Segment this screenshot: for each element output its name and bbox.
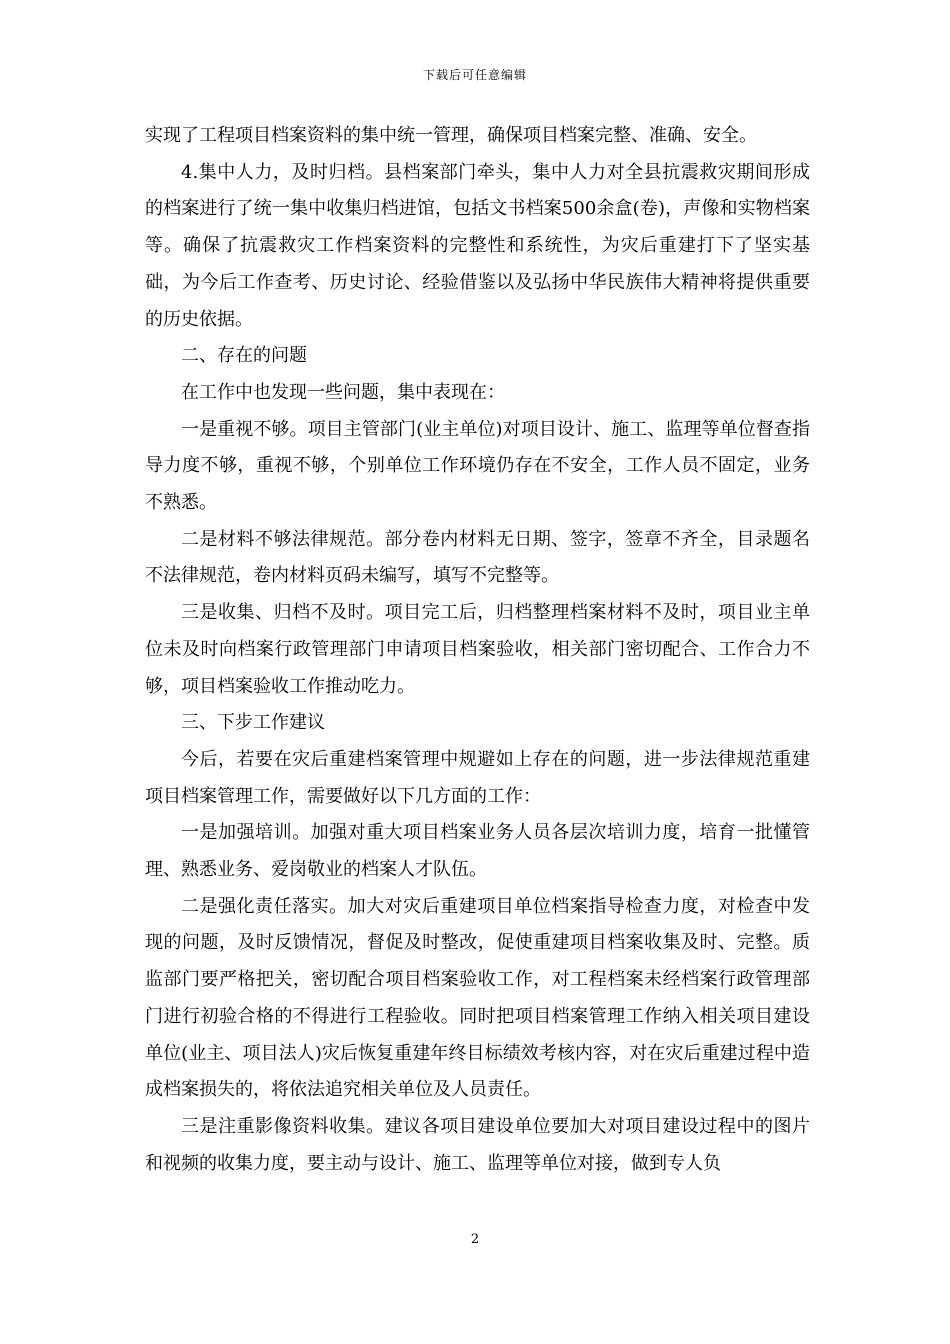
section-heading-suggestions: 三、下步工作建议 bbox=[181, 712, 325, 734]
section-heading-problems: 二、存在的问题 bbox=[181, 345, 307, 367]
paragraph-problems-intro: 在工作中也发现一些问题，集中表现在： bbox=[181, 381, 505, 403]
paragraph-suggestions-intro: 今后，若要在灾后重建档案管理中规避如上存在的问题，进一步法律规范重建项目档案管理工作，需要做好以下几方面的工作： bbox=[145, 748, 810, 807]
paragraph-problem-1: 一是重视不够。项目主管部门(业主单位)对项目设计、施工、监理等单位督查指导力度不够，重视不够，个别单位工作环境仍存在不安全，工作人员不固定，业务不熟悉。 bbox=[145, 418, 810, 514]
paragraph-suggestion-3: 三是注重影像资料收集。建议各项目建设单位要加大对项目建设过程中的图片和视频的收集力度，要主动与设计、施工、监理等单位对接，做到专人负 bbox=[145, 1115, 810, 1174]
paragraph-suggestion-2: 二是强化责任落实。加大对灾后重建项目单位档案指导检查力度，对检查中发现的问题，及时反馈情况，督促及时整改，促使重建项目档案收集及时、完整。质监部门要严格把关，密切配合项目档案验收工作，对工程档案未经档案行政管理部门进行初验合格的不得进行工程验收。同时把项目档案管理工作纳入相关项目建设单位(业主、项目法人)灾后恢复重建年终目标绩效考核内容，对在灾后重建过程中造成档案损失的，将依法追究相关单位及人员责任。 bbox=[145, 895, 810, 1101]
paragraph-item-4: 4.集中人力，及时归档。县档案部门牵头，集中人力对全县抗震救灾期间形成的档案进行了统一集中收集归档进馆，包括文书档案500余盒(卷)，声像和实物档案等。确保了抗震救灾工作档案资料的完整性和系统性，为灾后重建打下了坚实基础，为今后工作查考、历史讨论、经验借鉴以及弘扬中华民族伟大精神将提供重要的历史依据。 bbox=[145, 161, 810, 330]
paragraph-continuation: 实现了工程项目档案资料的集中统一管理，确保项目档案完整、准确、安全。 bbox=[145, 125, 757, 146]
page-number: 2 bbox=[470, 1232, 480, 1247]
page-header: 下载后可任意编辑 bbox=[422, 68, 527, 82]
document-body bbox=[145, 118, 810, 1182]
paragraph-problem-2: 二是材料不够法律规范。部分卷内材料无日期、签字，签章不齐全，目录题名不法律规范，卷内材料页码未编写，填写不完整等。 bbox=[145, 528, 810, 587]
paragraph-problem-3: 三是收集、归档不及时。项目完工后，归档整理档案材料不及时，项目业主单位未及时向档案行政管理部门申请项目档案验收，相关部门密切配合、工作合力不够，项目档案验收工作推动吃力。 bbox=[145, 602, 810, 697]
paragraph-suggestion-1: 一是加强培训。加强对重大项目档案业务人员各层次培训力度，培育一批懂管理、熟悉业务、爱岗敬业的档案人才队伍。 bbox=[145, 822, 810, 881]
